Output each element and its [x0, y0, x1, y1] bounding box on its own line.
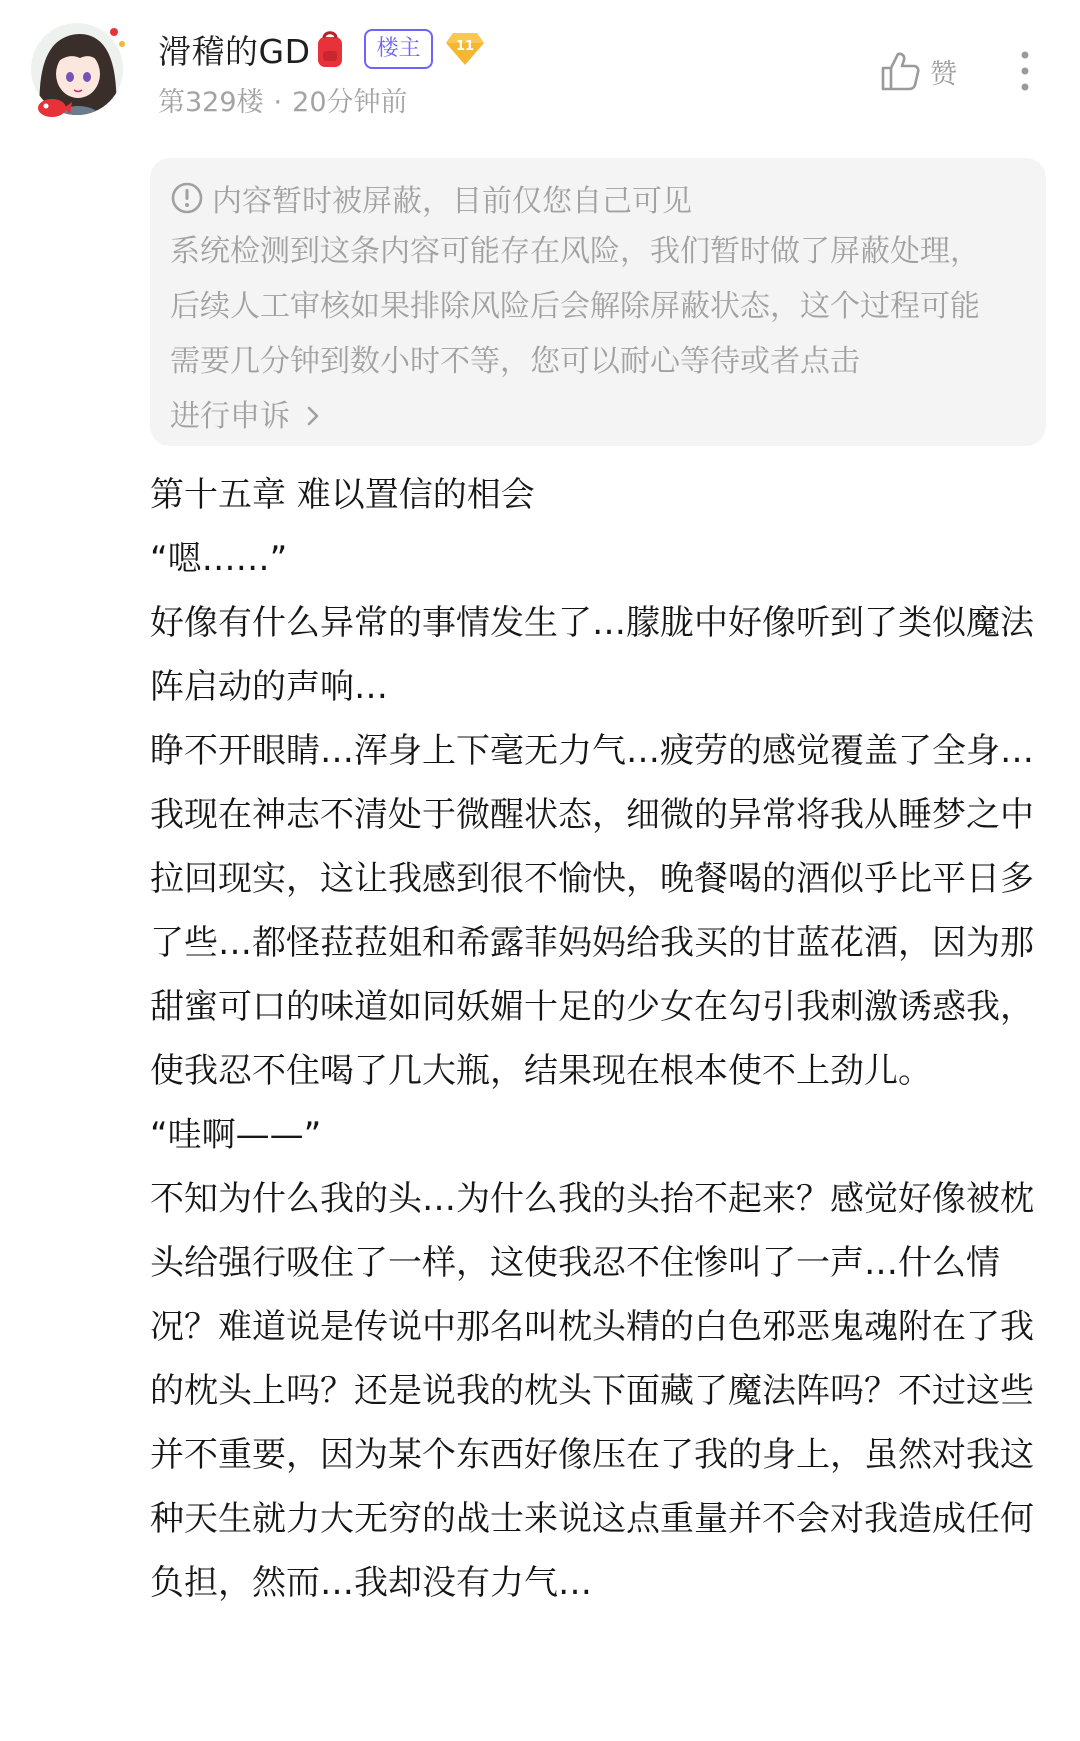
- meta-separator: ·: [273, 87, 283, 118]
- appeal-link-label: 进行申诉: [170, 399, 290, 434]
- content-paragraph: 不知为什么我的头…为什么我的头抬不起来？感觉好像被枕头给强行吸住了一样，这使我忍不住惨叫了一声…什么情况？难道说是传说中那名叫枕头精的白色邪恶鬼魂附在了我的枕头上吗？还是说我的枕头下面藏了魔法阵吗？不过这些并不重要，因为某个东西好像压在了我的身上，虽然对我这种天生就力大无穷的战士来说这点重量并不会对我造成任何负担，然而…我却没有力气…: [150, 1179, 1034, 1603]
- more-options-button[interactable]: [1010, 48, 1040, 94]
- content-paragraph: “哇啊——”: [150, 1115, 322, 1155]
- username-row: [158, 24, 485, 74]
- exclamation-circle-icon: [170, 181, 204, 215]
- like-label: 赞: [930, 58, 957, 90]
- content-paragraph: “嗯……”: [150, 539, 288, 579]
- content-paragraph: 我现在神志不清处于微醒状态，细微的异常将我从睡梦之中拉回现实，这让我感到很不愉快，晚餐喝的酒似乎比平日多了些…都怪菈菈姐和希露菲妈妈给我买的甘蓝花酒，因为那甜蜜可口的味道如同妖媚十足的少女在勾引我刺激诱惑我，使我忍不住喝了几大瓶，结果现在根本使不上劲儿。: [150, 795, 1034, 1091]
- chevron-right-icon: [306, 390, 320, 445]
- blocked-content-notice: [150, 158, 1046, 446]
- floor-number: 第329楼: [158, 87, 264, 118]
- user-avatar[interactable]: [30, 22, 124, 116]
- appeal-link[interactable]: [170, 399, 320, 434]
- username[interactable]: 滑稽的GD: [158, 31, 311, 71]
- notice-body-text: 系统检测到这条内容可能存在风险，我们暂时做了屏蔽处理，后续人工审核如果排除风险后会解除屏蔽状态，这个过程可能需要几分钟到数小时不等，您可以耐心等待或者点击: [170, 234, 980, 379]
- content-paragraph: 好像有什么异常的事情发生了…朦胧中好像听到了类似魔法阵启动的声响…: [150, 603, 1034, 707]
- content-paragraph: 睁不开眼睛…浑身上下毫无力气…疲劳的感觉覆盖了全身…: [150, 731, 1034, 771]
- post-meta: [158, 80, 408, 119]
- post-time: 20分钟前: [292, 87, 408, 118]
- post-content: [150, 463, 1050, 1615]
- anime-girl-avatar-icon: [30, 22, 130, 122]
- owner-badge: 楼主: [364, 29, 432, 69]
- chapter-title: 第十五章 难以置信的相会: [150, 475, 535, 515]
- red-backpack-icon: [314, 29, 346, 69]
- notice-title-row: [170, 176, 692, 220]
- notice-body: [170, 224, 1006, 445]
- thumbs-up-icon: [880, 50, 920, 92]
- vertical-dots-icon: [1010, 48, 1040, 94]
- like-button[interactable]: [880, 46, 957, 96]
- level-number: 11: [455, 39, 474, 54]
- diamond-level-icon: [445, 31, 485, 67]
- notice-title: 内容暂时被屏蔽，目前仅您自己可见: [212, 184, 692, 219]
